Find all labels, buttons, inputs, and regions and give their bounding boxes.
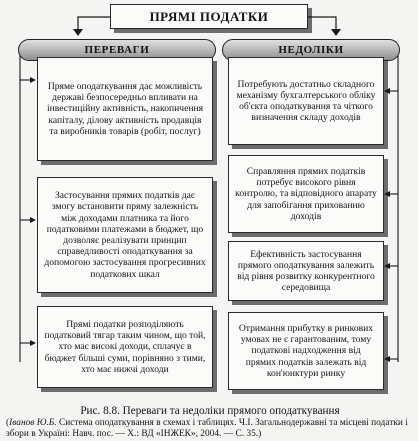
advantage-box-3: Прямі податки розподіляють податковий тягар таким чином, що той, хто має високі доходи, сплачує в бюджет більші суми, порівняно з тими, хто має нижчі доходи [37, 306, 213, 388]
figure-caption: Рис. 8.8. Переваги та недоліки прямого оподаткування [80, 405, 340, 417]
disadvantage-box-3: Ефективність застосування прямого оподаткування залежить від рівня розвитку конкурентного середовища [228, 241, 384, 301]
advantage-box-2: Застосування прямих податків дає змогу встановити пряму залежність між доходами платника та його податковими платежами в бюджет, що дозволяє реалізувати принцип справедливості оподаткування за допомогою застосування прогресивних податкових шкал [37, 177, 213, 293]
source-text: Система оподаткування в схемах і таблицях. Ч.І. Загальнодержавні та місцеві податки і збори в Україні: Навч. пос. — Х.: ВД «ІНЖЕК», 2004. — С. 35.) [6, 418, 408, 439]
disadvantages-header: НЕДОЛІКИ [222, 39, 400, 61]
figure-source: (Іванов Ю.Б. Система оподаткування в схемах і таблицях. Ч.І. Загальнодержавні та місцеві податки і збори в Україні: Навч. пос. — Х.: ВД «ІНЖЕК», 2004. — С. 35.) [6, 418, 408, 439]
page-title: ПРЯМІ ПОДАТКИ [110, 4, 308, 29]
source-author: Іванов Ю.Б. [9, 418, 57, 428]
disadvantage-box-1: Потребують достатньо складного механізму бухгалтерського обліку об'єкта оподаткування та чіткого визначення складу доходів [228, 57, 384, 145]
advantage-box-1: Пряме оподаткування дає можливість державі безпосередньо впливати на інвестиційну активність, накопичення капіталу, ділову активність продавців та виробників товарів (робіт, послуг) [37, 57, 213, 161]
disadvantage-box-2: Справляння прямих податків потребує високого рівня контролю, та відповідного апарату для запобігання прихованню доходів [228, 155, 384, 233]
disadvantage-box-4: Отримання прибутку в ринкових умовах не є гарантованим, тому податкові надходження від прямих податків залежать від кон'юнктури ринку [228, 312, 384, 390]
advantages-header: ПЕРЕВАГИ [18, 39, 216, 61]
